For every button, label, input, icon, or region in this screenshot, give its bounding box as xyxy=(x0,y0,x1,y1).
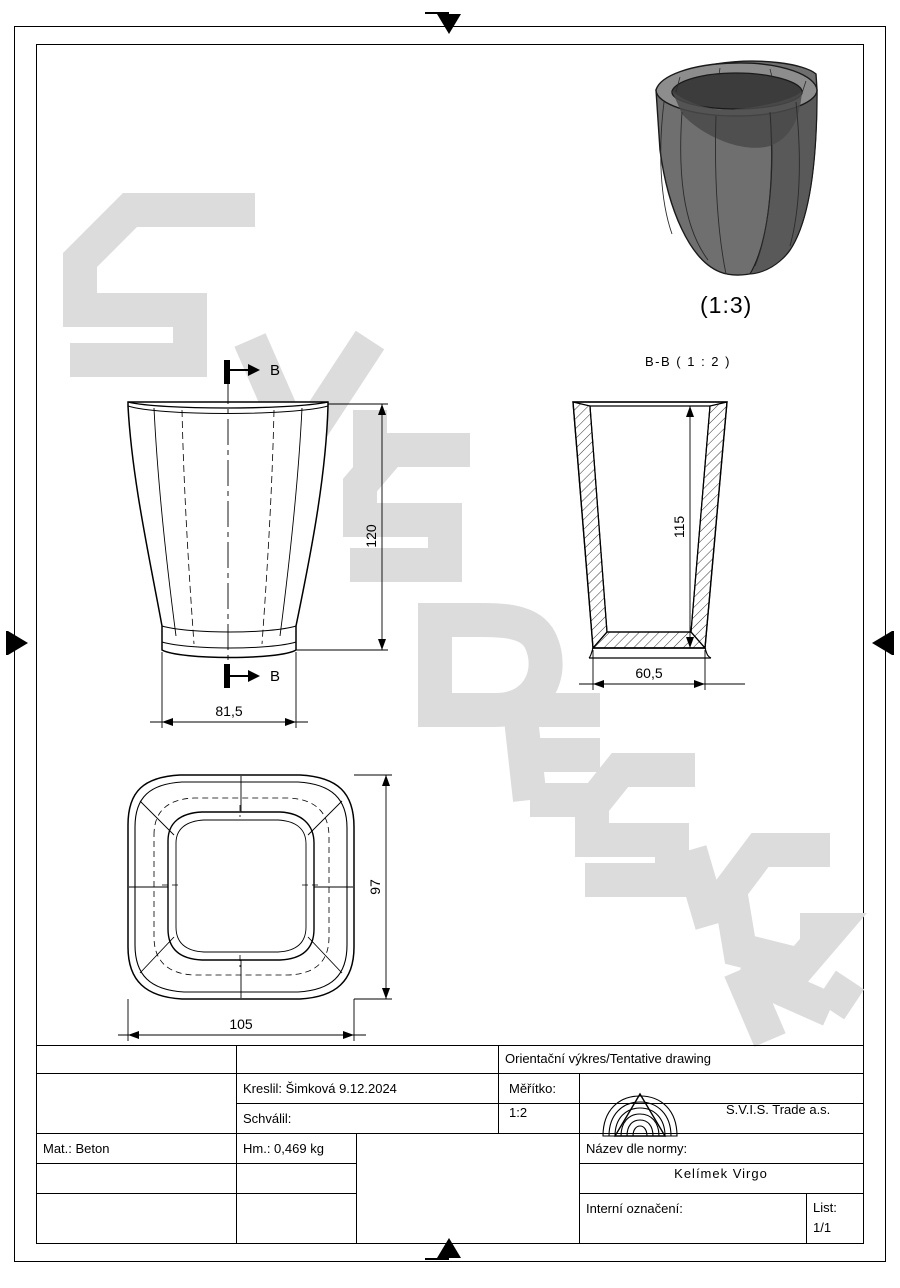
tb-rule xyxy=(236,1045,237,1243)
section-view xyxy=(545,350,845,710)
sheet-value: 1/1 xyxy=(813,1220,832,1235)
tb-rule xyxy=(863,1045,864,1243)
tb-rule xyxy=(579,1193,864,1194)
svg-text:81,5: 81,5 xyxy=(215,703,243,719)
front-view xyxy=(120,360,420,760)
tb-rule xyxy=(36,1045,37,1243)
tb-rule xyxy=(36,1045,864,1046)
tentative-drawing-note: Orientační výkres/Tentative drawing xyxy=(505,1051,711,1066)
svg-text:115: 115 xyxy=(671,515,687,539)
iso-scale-label: (1:3) xyxy=(700,292,753,318)
svg-text:B: B xyxy=(270,668,281,685)
tb-rule xyxy=(36,1073,864,1074)
svg-text:60,5: 60,5 xyxy=(635,665,663,681)
drawn-by-field: Kreslil: Šimková 9.12.2024 xyxy=(243,1081,397,1096)
tb-rule xyxy=(806,1193,807,1243)
material-field: Mat.: Beton xyxy=(43,1141,110,1156)
isometric-view xyxy=(620,50,850,290)
approved-by-field: Schválil: xyxy=(243,1111,292,1126)
svg-text:B: B xyxy=(270,362,281,379)
company-name: S.V.I.S. Trade a.s. xyxy=(726,1102,831,1117)
section-view-label: B-B ( 1 : 2 ) xyxy=(645,354,731,369)
tb-rule xyxy=(36,1193,356,1194)
tb-rule xyxy=(36,1163,356,1164)
internal-designation-label: Interní označení: xyxy=(586,1201,683,1216)
svg-text:105: 105 xyxy=(229,1016,253,1032)
svg-text:97: 97 xyxy=(367,879,383,895)
tb-rule xyxy=(498,1045,499,1133)
svg-text:120: 120 xyxy=(363,524,379,548)
tb-rule xyxy=(36,1133,864,1134)
sheet-label: List: xyxy=(813,1200,837,1215)
scale-value: 1:2 xyxy=(509,1105,528,1120)
center-mark-top-line xyxy=(425,12,449,14)
product-name: Kelímek Virgo xyxy=(674,1166,768,1181)
center-mark-left-line xyxy=(6,631,8,655)
center-mark-right-line xyxy=(892,631,894,655)
tb-rule xyxy=(579,1073,580,1243)
mass-field: Hm.: 0,469 kg xyxy=(243,1141,324,1156)
tb-rule xyxy=(356,1133,357,1243)
svis-logo-icon xyxy=(595,1090,685,1138)
title-block xyxy=(36,1045,864,1244)
scale-label: Měřítko: xyxy=(509,1081,556,1096)
top-view xyxy=(110,765,420,1055)
norm-name-label: Název dle normy: xyxy=(586,1141,688,1156)
tb-rule xyxy=(36,1243,864,1244)
